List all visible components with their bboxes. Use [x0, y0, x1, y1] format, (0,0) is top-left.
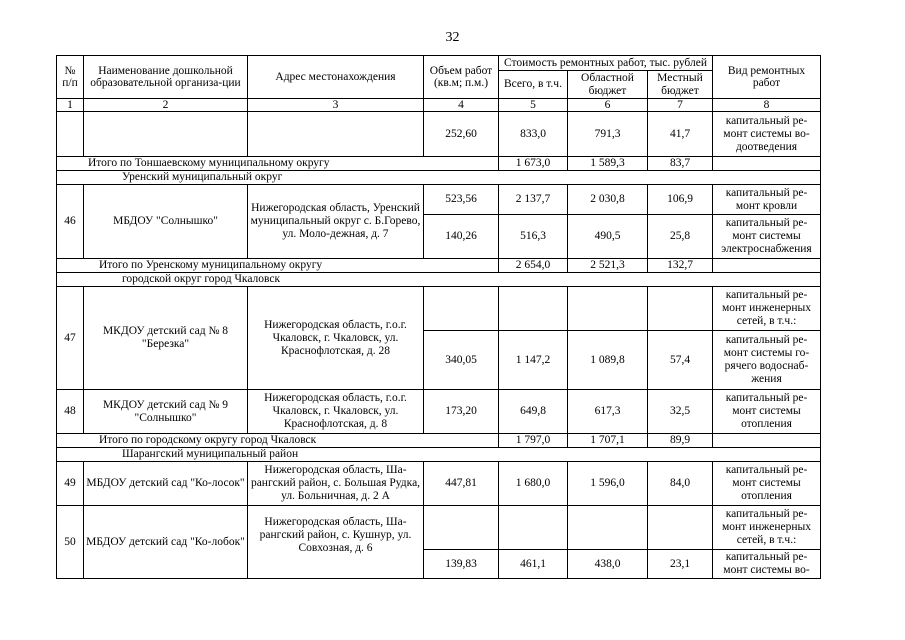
table-row: [57, 506, 821, 550]
header-volume: Объем работ (кв.м; п.м.): [424, 56, 499, 99]
cell-work-type: капитальный ре-монт системы отопления: [713, 462, 821, 506]
header-num-8: 8: [713, 99, 821, 112]
header-num-4: 4: [424, 99, 499, 112]
cell-local: 89,9: [648, 434, 713, 448]
cell-work-type: капитальный ре-монт системы го-рячего водоснаб-жения: [713, 331, 821, 390]
header-num-6: 6: [568, 99, 648, 112]
table-row: [57, 287, 821, 331]
section-title: Шарангский муниципальный район: [57, 448, 821, 462]
section-title: городской округ город Чкаловск: [57, 273, 821, 287]
cell-total: 2 137,7: [499, 185, 568, 215]
repair-works-table: [56, 55, 821, 579]
cell-work-type: капитальный ре-монт системы отопления: [713, 390, 821, 434]
cell-total: 2 654,0: [499, 259, 568, 273]
cell-total: 649,8: [499, 390, 568, 434]
cell-regional: 1 707,1: [568, 434, 648, 448]
subtotal-label: Итого по городскому округу город Чкаловск: [57, 434, 499, 448]
header-local: Местный бюджет: [648, 71, 713, 99]
cell-regional: 2 521,3: [568, 259, 648, 273]
cell-regional: 617,3: [568, 390, 648, 434]
page-number: 32: [445, 30, 460, 45]
cell-local: 23,1: [648, 550, 713, 579]
cell-work-type: капитальный ре-монт системы во-доотведения: [713, 112, 821, 157]
cell-regional: 490,5: [568, 215, 648, 259]
cell-work-type: капитальный ре-монт кровли: [713, 185, 821, 215]
cell-num: 46: [57, 185, 84, 259]
section-row: [57, 448, 821, 462]
cell-total: 833,0: [499, 112, 568, 157]
cell-local: 84,0: [648, 462, 713, 506]
header-cost-group: Стоимость ремонтных работ, тыс. рублей: [499, 56, 713, 71]
subtotal-row: [57, 157, 821, 171]
subtotal-label: Итого по Уренскому муниципальному округу: [57, 259, 499, 273]
cell-local: 41,7: [648, 112, 713, 157]
cell-total: 1 147,2: [499, 331, 568, 390]
cell-address: Нижегородская область, г.о.г. Чкаловск, г. Чкаловск, ул. Краснофлотская, д. 8: [248, 390, 424, 434]
cell-name: МБДОУ детский сад "Ко-лосок": [84, 462, 248, 506]
header-address: Адрес местонахождения: [248, 56, 424, 99]
cell-local: 25,8: [648, 215, 713, 259]
table-row: [57, 462, 821, 506]
cell-volume: 523,56: [424, 185, 499, 215]
cell-local: 106,9: [648, 185, 713, 215]
cell-regional: 1 596,0: [568, 462, 648, 506]
cell-volume: 252,60: [424, 112, 499, 157]
cell-regional: 1 089,8: [568, 331, 648, 390]
cell-local: 32,5: [648, 390, 713, 434]
cell-total: 461,1: [499, 550, 568, 579]
subtotal-row: [57, 434, 821, 448]
table-row: [57, 185, 821, 215]
cell-total: 1 673,0: [499, 157, 568, 171]
cell-num: 49: [57, 462, 84, 506]
cell-volume: 139,83: [424, 550, 499, 579]
header-num-7: 7: [648, 99, 713, 112]
cell-address: Нижегородская область, Ша-рангский район, с. Большая Рудка, ул. Больничная, д. 2 А: [248, 462, 424, 506]
cell-address: Нижегородская область, Уренский муниципальный округ с. Б.Горево, ул. Моло-дежная, д. 7: [248, 185, 424, 259]
cell-volume: 173,20: [424, 390, 499, 434]
header-total: Всего, в т.ч.: [499, 71, 568, 99]
cell-name: МКДОУ детский сад № 9 "Солнышко": [84, 390, 248, 434]
cell-local: 57,4: [648, 331, 713, 390]
section-row: [57, 273, 821, 287]
section-row: [57, 171, 821, 185]
cell-local: 83,7: [648, 157, 713, 171]
cell-regional: 2 030,8: [568, 185, 648, 215]
header-work-type: Вид ремонтных работ: [713, 56, 821, 99]
header-num: № п/п: [57, 56, 84, 99]
cell-volume: 340,05: [424, 331, 499, 390]
cell-name: МКДОУ детский сад № 8 "Березка": [84, 287, 248, 390]
header-regional: Областной бюджет: [568, 71, 648, 99]
cell-local: 132,7: [648, 259, 713, 273]
cell-name: МБДОУ детский сад "Ко-лобок": [84, 506, 248, 579]
header-num-5: 5: [499, 99, 568, 112]
header-num-1: 1: [57, 99, 84, 112]
cell-work-type: капитальный ре-монт системы во-: [713, 550, 821, 579]
header-num-3: 3: [248, 99, 424, 112]
table-row: [57, 112, 821, 157]
cell-regional: 1 589,3: [568, 157, 648, 171]
cell-num: 48: [57, 390, 84, 434]
header-name: Наименование дошкольной образовательной организа-ции: [84, 56, 248, 99]
table-row: [57, 390, 821, 434]
cell-num: 47: [57, 287, 84, 390]
cell-volume: 447,81: [424, 462, 499, 506]
cell-regional: 438,0: [568, 550, 648, 579]
cell-work-type: капитальный ре-монт системы электроснабжения: [713, 215, 821, 259]
cell-total: 516,3: [499, 215, 568, 259]
cell-regional: 791,3: [568, 112, 648, 157]
cell-name: МБДОУ "Солнышко": [84, 185, 248, 259]
cell-total: 1 680,0: [499, 462, 568, 506]
subtotal-row: [57, 259, 821, 273]
cell-address: Нижегородская область, Ша-рангский район, с. Кушнур, ул. Совхозная, д. 6: [248, 506, 424, 579]
cell-work-type: капитальный ре-монт инженерных сетей, в т.ч.:: [713, 506, 821, 550]
subtotal-label: Итого по Тоншаевскому муниципальному округу: [57, 157, 499, 171]
cell-work-type: капитальный ре-монт инженерных сетей, в т.ч.:: [713, 287, 821, 331]
cell-volume: 140,26: [424, 215, 499, 259]
cell-address: Нижегородская область, г.о.г. Чкаловск, г. Чкаловск, ул. Краснофлотская, д. 28: [248, 287, 424, 390]
section-title: Уренский муниципальный округ: [57, 171, 821, 185]
cell-num: 50: [57, 506, 84, 579]
header-num-2: 2: [84, 99, 248, 112]
cell-total: 1 797,0: [499, 434, 568, 448]
